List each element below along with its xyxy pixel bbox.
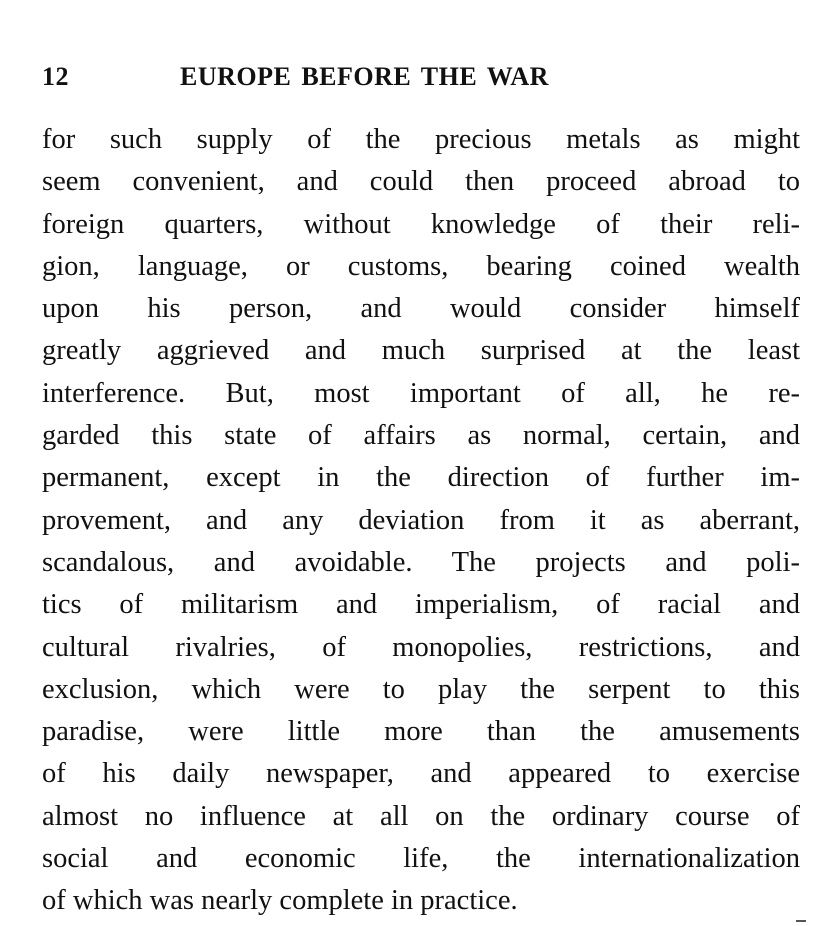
text-line: exclusion, which were to play the serpent to this	[42, 673, 800, 705]
text-line: for such supply of the precious metals as might	[42, 124, 800, 155]
text-line: provement, and any deviation from it as aberrant,	[42, 504, 800, 536]
text-line: paradise, were little more than the amusements	[42, 716, 800, 748]
text-line: scandalous, and avoidable. The projects and poli-	[42, 546, 800, 578]
text-line: upon his person, and would consider himself	[42, 293, 800, 325]
text-line: foreign quarters, without knowledge of their reli-	[42, 208, 800, 240]
running-head	[42, 62, 802, 102]
text-line: greatly aggrieved and much surprised at the least	[42, 335, 800, 367]
text-line: interference. But, most important of all, he re-	[42, 377, 800, 409]
text-line: permanent, except in the direction of further im-	[42, 462, 800, 494]
page-number: 12	[42, 62, 69, 91]
text-line: of which was nearly complete in practice.	[42, 885, 518, 917]
text-line: almost no influence at all on the ordinary course of	[42, 800, 800, 832]
text-line: cultural rivalries, of monopolies, restrictions, and	[42, 631, 800, 663]
text-line: gion, language, or customs, bearing coined wealth	[42, 250, 800, 282]
page-edge-mark	[796, 920, 806, 922]
text-line: garded this state of affairs as normal, certain, and	[42, 420, 800, 452]
text-line: tics of militarism and imperialism, of racial and	[42, 589, 800, 621]
body-text	[42, 119, 800, 923]
running-head-title: EUROPE BEFORE THE WAR	[180, 62, 549, 91]
text-line: social and economic life, the internationalization	[42, 843, 800, 875]
text-line: of his daily newspaper, and appeared to exercise	[42, 758, 800, 790]
text-line: seem convenient, and could then proceed abroad to	[42, 166, 800, 198]
